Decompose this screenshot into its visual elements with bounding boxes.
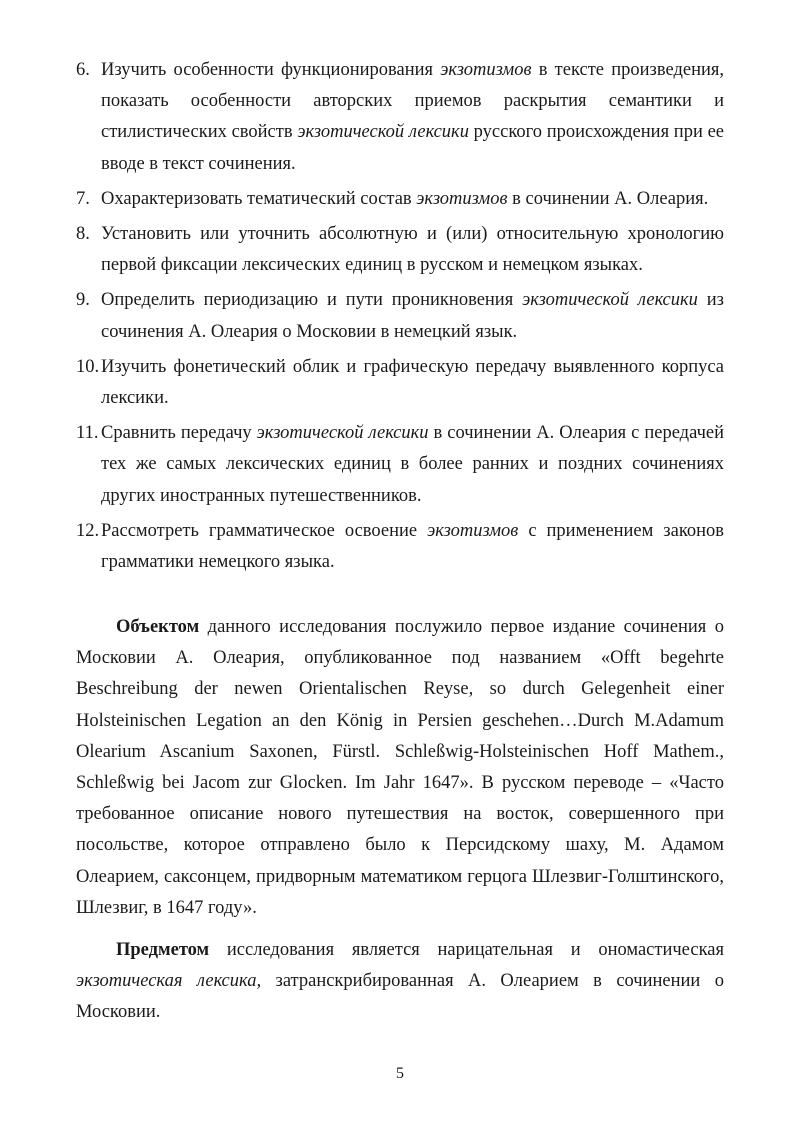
subject-term: Предметом <box>116 940 210 960</box>
list-item-number: 12. <box>76 520 100 541</box>
subject-text-2: затранскрибированная А. Олеарием в сочинении о Московии. <box>76 971 724 1023</box>
list-item-number: 7. <box>76 188 90 209</box>
list-item <box>76 418 724 512</box>
list-item-number: 9. <box>76 290 90 311</box>
list-item-text: Сравнить передачу экзотической лексики в сочинении А. Олеария с передачей тех же самых лексических единиц в более ранних и поздних сочинениях других иностранных путешественников. <box>101 423 724 506</box>
page-number: 5 <box>396 1065 404 1082</box>
list-item <box>76 184 724 215</box>
list-item-text: Определить периодизацию и пути проникновения экзотической лексики из сочинения А. Олеария о Московии в немецкий язык. <box>101 290 724 342</box>
object-term: Объектом <box>116 617 200 637</box>
list-item <box>76 285 724 347</box>
objectives-list <box>76 55 724 582</box>
subject-italic: экзотическая лексика, <box>76 971 262 992</box>
list-item-text: Рассмотреть грамматическое освоение экзотизмов с применением законов грамматики немецкого языка. <box>101 520 725 573</box>
subject-text-1: исследования является нарицательная и ономастическая <box>209 940 724 960</box>
list-item-text: Изучить особенности функционирования экзотизмов в тексте произведения, показать особенности авторских приемов раскрытия семантики и стилистических свойств экзотической лексики русского происхождения при ее вводе в текст сочинения. <box>101 60 724 174</box>
subject-paragraph <box>76 935 724 1029</box>
list-item-text: Установить или уточнить абсолютную и (или) относительную хронологию первой фиксации лексических единиц в русском и немецком языках. <box>101 224 724 276</box>
list-item <box>76 516 724 578</box>
list-item <box>76 352 724 414</box>
object-paragraph <box>76 612 724 924</box>
object-text: данного исследования послужило первое издание сочинения о Московии А. Олеария, опубликованное под названием «Offt begehrte Beschreibung der newen Orientalischen Reyse, so durch Gelegenheit einer Holsteinischen Legation an den König in Persien geschehen…Durch M.Adamum Olearium Ascanium Saxonen, Fürstl. Schleßwig-Holsteinischen Hoff Mathem., Schleßwig bei Jacom zur Glocken. Im Jahr 1647». В русском переводе – «Часто требованное описание нового путешествия на восток, совершенного при посольстве, которое отправлено было к Персидскому шаху, М. Адамом Олеарием, саксонцем, придворным математиком герцога Шлезвиг-Голштинского, Шлезвиг, в 1647 году». <box>76 617 724 918</box>
list-item-number: 8. <box>76 224 90 245</box>
list-item <box>76 55 724 180</box>
list-item-text: Изучить фонетический облик и графическую передачу выявленного корпуса лексики. <box>101 356 724 409</box>
list-item <box>76 219 724 281</box>
list-item-text: Охарактеризовать тематический состав экзотизмов в сочинении А. Олеария. <box>101 188 709 209</box>
list-item-number: 6. <box>76 60 90 80</box>
list-item-number: 11. <box>76 423 99 444</box>
list-item-number: 10. <box>76 356 100 377</box>
